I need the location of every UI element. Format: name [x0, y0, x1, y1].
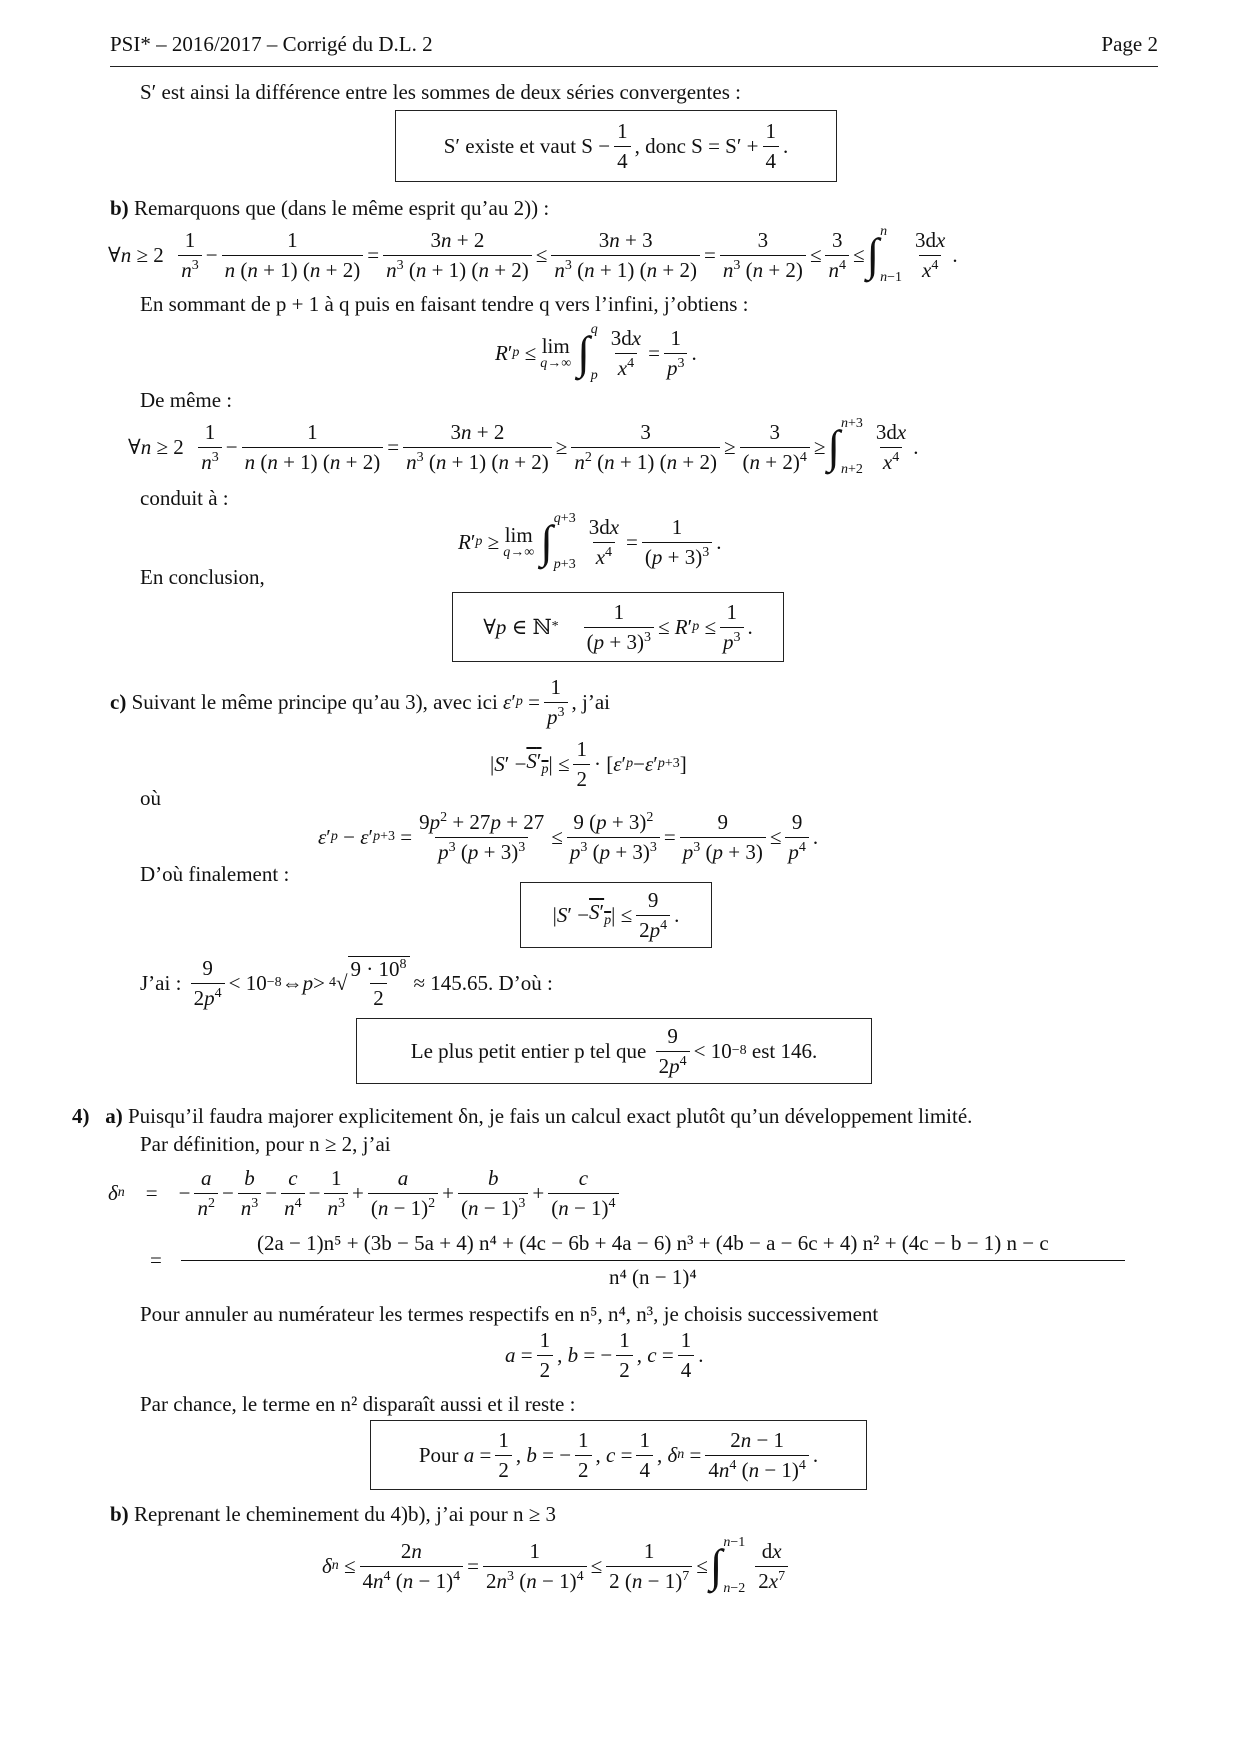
boxed-result: S′ existe et vaut S − $\frac{1}{4}$ , donc S = S′ + $\frac{1}{4}$ .	[395, 110, 837, 182]
question-label: b)	[110, 1502, 129, 1526]
equation-delta-expanded: = (2a − 1)n⁵ + (3b − 5a + 4) n⁴ + (4c − 6b + 4a − 6) n³ + (4b − a − 6c + 4) n² + (4c − b − 1) n − c n⁴ (n − 1)⁴	[150, 1228, 1123, 1292]
equation-inequality-2: ∀ n ≥ 2 $\frac{1}{n^3}$ − $\frac{1}{n (n + 1) (n + 2)}$ = $\frac{3n + 2}{n^3 (n + 1) (n + 2)}$ ≥ $\frac{3}{n^2 (n + 1) (n + 2)}$ ≥ $\frac{3}{(n + 2)^4}$ ≥ ∫ n+3 n+2 $\frac{3dx}{x^4}$ .	[128, 416, 919, 477]
boxed-result: | S ′ − $S'_p$ | ≤ $\frac{9}{2p^4}$ .	[520, 882, 712, 948]
question-text: Reprenant le cheminement du 4)b), j’ai pour n ≥ 3	[133, 1502, 556, 1526]
page-number: Page 2	[1101, 32, 1158, 56]
question-label: c)	[110, 689, 127, 714]
equation-delta-def: δ n = − $\frac{a}{n^2}$ − $\frac{b}{n^3}$ − $\frac{c}{n^4}$ − $\frac{1}{n^3}$ + $\frac{a}{(n - 1)^2}$ + $\frac{b}{(n - 1)^3}$ + $\frac{c}{(n - 1)^4}$	[108, 1160, 623, 1226]
question-label: b)	[110, 196, 129, 220]
paragraph-threshold: J’ai : $\frac{9}{2p^4}$ < 10 −8 ⇔ p > 4 √ $\frac{9 \cdot 10^8}{2}$ ≈ 145.65. D’où :	[140, 956, 553, 1010]
boxed-result: Pour a = $\frac{1}{2}$ , b = − $\frac{1}{2}$ , c = $\frac{1}{4}$ , δ n = $\frac{2n - 1}{4n^4 (n - 1)^4}$ .	[370, 1420, 867, 1490]
paragraph: En conclusion,	[140, 565, 265, 589]
equation-limit-upper: R ′ p ≤ lim q→∞ ∫ q p $\frac{3dx}{x^4}$ = $\frac{1}{p^3}$ .	[495, 322, 697, 383]
denominator: n⁴ (n − 1)⁴	[181, 1260, 1125, 1290]
boxed-result: Le plus petit entier p tel que $\frac{9}{2p^4}$ < 10 −8 est 146.	[356, 1018, 872, 1084]
question-label: a)	[105, 1104, 123, 1128]
paragraph: c) Suivant le même principe qu’au 3), avec ici ε ′ p = $\frac{1}{p^3}$ , j’ai	[110, 675, 610, 729]
header-title: PSI* – 2016/2017 – Corrigé du D.L. 2	[110, 32, 433, 56]
paragraph: S′ est ainsi la différence entre les sommes de deux séries convergentes :	[140, 80, 741, 104]
equation-epsilon-diff: ε ′ p − ε ′ p+3 = $\frac{9p^2 + 27p + 27}{p^3 (p + 3)^3}$ ≤ $\frac{9 (p + 3)^2}{p^3 (p + 3)^3}$ = $\frac{9}{p^3 (p + 3)}$ ≤ $\frac{9}{p^4}$ .	[318, 810, 819, 864]
equation-coefficients: a = $\frac{1}{2}$ , b = − $\frac{1}{2}$ , c = $\frac{1}{4}$ .	[505, 1328, 704, 1382]
question-text: Puisqu’il faudra majorer explicitement δn, je fais un calcul exact plutôt qu’un développement limité.	[128, 1104, 973, 1128]
box-text-b: , donc S = S′ +	[634, 133, 759, 158]
paragraph: Par chance, le terme en n² disparaît aussi et il reste :	[140, 1392, 576, 1416]
paragraph: où	[140, 786, 161, 810]
text-jai: J’ai :	[140, 970, 182, 995]
paragraph: D’où finalement :	[140, 862, 290, 886]
equation-inequality-1: ∀ n ≥ 2 $\frac{1}{n^3}$ − $\frac{1}{n (n + 1) (n + 2)}$ = $\frac{3n + 2}{n^3 (n + 1) (n + 2)}$ ≤ $\frac{3n + 3}{n^3 (n + 1) (n + 2)}$ = $\frac{3}{n^3 (n + 2)}$ ≤ $\frac{3}{n^4}$ ≤ ∫ n n−1 $\frac{3dx}{x^4}$ .	[108, 224, 958, 285]
question-text: Remarquons que (dans le même esprit qu’au 2)) :	[133, 196, 550, 220]
paragraph: Par définition, pour n ≥ 2, j’ai	[140, 1132, 391, 1156]
boxed-result: ∀ p ∈ ℕ * $\frac{1}{(p + 3)^3}$ ≤ R ′ p ≤ $\frac{1}{p^3}$ .	[452, 592, 784, 662]
paragraph	[72, 1104, 972, 1129]
page-header	[110, 32, 1158, 67]
box-text-tail: est 146.	[751, 1038, 818, 1063]
paragraph	[110, 196, 549, 221]
paragraph: Pour annuler au numérateur les termes respectifs en n⁵, n⁴, n³, je choisis successivement	[140, 1302, 879, 1326]
equation-error-bound: | S ′ − $S'_p$ | ≤ $\frac{1}{2}$ · [ ε ′ p − ε ′ p+3 ]	[490, 737, 687, 791]
equation-limit-lower: R ′ p ≥ lim q→∞ ∫ q+3 p+3 $\frac{3dx}{x^4}$ = $\frac{1}{(p + 3)^3}$ .	[458, 511, 722, 572]
box-text-a: S′ existe et vaut S −	[443, 133, 611, 158]
text-approx: ≈ 145.65. D’où :	[413, 970, 553, 995]
paragraph	[110, 1502, 556, 1527]
numerator: (2a − 1)n⁵ + (3b − 5a + 4) n⁴ + (4c − 6b + 4a − 6) n³ + (4b − a − 6c + 4) n² + (4c − b − 1) n − c	[256, 1231, 1049, 1256]
fraction: $\frac{1}{4}$	[614, 119, 631, 172]
box-text: Le plus petit entier p tel que	[410, 1038, 647, 1063]
paragraph: conduit à :	[140, 486, 229, 510]
question-number: 4)	[72, 1104, 90, 1128]
fraction: $\frac{1}{4}$	[763, 119, 780, 172]
paragraph: En sommant de p + 1 à q puis en faisant tendre q vers l’infini, j’obtiens :	[140, 292, 749, 316]
equation-delta-bound: δ n ≤ $\frac{2n}{4n^4 (n - 1)^4}$ = $\frac{1}{2n^3 (n - 1)^4}$ ≤ $\frac{1}{2 (n - 1)^7}$ ≤ ∫ n−1 n−2 $\frac{dx}{2x^7}$	[322, 1528, 792, 1604]
paragraph: De même :	[140, 388, 233, 412]
question-text-tail: , j’ai	[571, 689, 610, 714]
question-text: Suivant le même principe qu’au 3), avec ici	[131, 689, 498, 714]
